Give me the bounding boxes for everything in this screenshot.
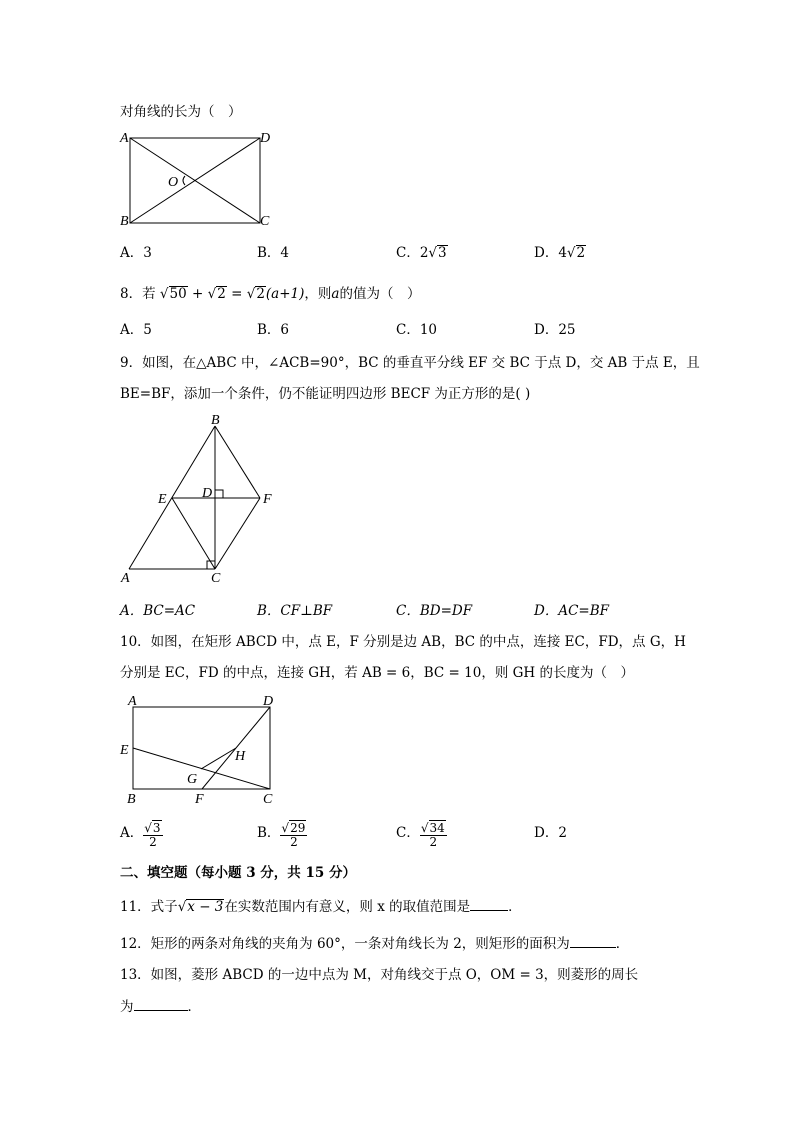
q8-equals: = [231,286,243,302]
q10-option-b-numerator: 29 [290,820,306,835]
section-2-title: 二、填空题（每小题 3 分，共 15 分） [120,865,356,881]
q10-option-a-prefix: A． [120,825,144,841]
q7-option-d[interactable] [534,245,586,261]
q10-option-a-fraction [143,820,162,848]
radical-icon: √ [144,820,152,835]
q8-radicand-2: 2 [217,286,226,302]
q10-label-g: G [187,772,198,787]
q12-stem [120,936,629,952]
q11-answer-blank[interactable] [470,910,508,911]
q8-radicand-1: 50 [169,286,187,302]
q9-label-d: D [202,486,213,501]
q11-pre: 11．式子 [120,899,178,915]
q10-stem-line2: 分别是 EC，FD 的中点，连接 GH，若 AB = 6，BC = 10，则 GH 的长度为（ ） [120,665,634,681]
q12-end: ． [615,936,630,952]
q8-radicand-3: 2 [256,286,265,302]
q7-label-a: A [120,131,129,146]
q10-option-c-prefix: C． [396,825,420,841]
q10-option-b[interactable] [257,818,307,848]
q10-label-f: F [195,792,204,807]
q7-rectangle-figure [115,128,285,228]
q9-figure [115,412,285,592]
q10-option-b-denominator: 2 [290,834,298,849]
radical-icon: √ [246,286,256,302]
q9-label-c: C [211,571,221,586]
radical-icon: √ [159,286,169,302]
q8-number: 8．若 [120,286,156,302]
q10-label-d: D [263,694,274,709]
q10-label-c: C [263,792,273,807]
q10-option-b-fraction [280,820,307,848]
q11-stem [120,899,522,915]
q13-stem-line2 [120,999,201,1015]
q8-option-d[interactable]: D．25 [534,322,576,338]
q7-stem-tail: 对角线的长为（ ） [120,104,242,120]
q13-stem-line1: 13．如图，菱形 ABCD 的一边中点为 M，对角线交于点 O，OM = 3，则菱形的周长 [120,967,639,983]
q8-option-b[interactable]: B．6 [257,322,290,338]
q10-option-d[interactable]: D．2 [534,825,567,841]
q9-label-b: B [211,413,220,428]
radical-icon: √ [566,245,576,261]
q7-option-a[interactable]: A．3 [120,245,152,261]
q10-option-c-denominator: 2 [429,834,438,849]
q10-stem-line1: 10．如图，在矩形 ABCD 中，点 E，F 分别是边 AB，BC 的中点，连接 EC，FD，点 G，H [120,634,686,650]
q12-text: 12．矩形的两条对角线的夹角为 60°，一条对角线长为 2，则矩形的面积为 [120,936,570,952]
q12-answer-blank[interactable] [570,947,616,948]
q7-option-c[interactable] [396,245,448,261]
q7-label-d: D [260,131,271,146]
q8-plus: + [191,286,204,302]
q13-end: ． [187,999,201,1015]
q7-label-c: C [260,214,270,228]
q10-option-c[interactable] [396,818,447,848]
q9-option-b[interactable]: B．CF⊥BF [257,603,333,619]
q10-option-b-prefix: B． [257,825,281,841]
q10-figure [115,690,290,810]
q9-label-f: F [263,492,272,507]
q9-label-e: E [158,492,167,507]
q8-tail: ，则 [304,286,332,302]
q7-label-o: O [168,175,179,190]
q8-tail2: 的值为（ ） [339,286,421,302]
q10-label-a: A [128,694,137,709]
q8-stem [120,286,420,302]
q7-option-d-prefix: D．4 [534,245,567,261]
q7-option-b[interactable]: B．4 [257,245,290,261]
radical-icon: √ [207,286,217,302]
q10-option-a-numerator: 3 [152,820,161,835]
q11-radicand: x − 3 [187,899,224,915]
radical-icon: √ [281,820,290,835]
q8-option-c[interactable]: C．10 [396,322,438,338]
q7-option-c-prefix: C．2 [396,245,429,261]
q9-stem-line1: 9．如图，在△ABC 中，∠ACB=90°，BC 的垂直平分线 EF 交 BC 于点 D，交 AB 于点 E，且 [120,355,700,371]
q7-option-c-radicand: 3 [438,245,447,261]
q13-line2-pre: 为 [120,999,134,1015]
q7-label-b: B [120,214,129,228]
q11-end: ． [508,899,522,915]
q10-label-b: B [127,792,136,807]
q10-option-a[interactable] [120,818,163,848]
radical-icon: √ [177,899,187,915]
radical-icon: √ [428,245,438,261]
q8-paren: (a+1) [265,286,305,302]
q7-option-d-radicand: 2 [576,245,586,261]
q10-option-c-fraction [420,820,447,848]
q13-answer-blank[interactable] [134,1010,188,1011]
q9-option-a[interactable]: A．BC=AC [120,603,196,619]
q8-option-a[interactable]: A．5 [120,322,152,338]
radical-icon: √ [420,820,429,835]
q10-option-a-denominator: 2 [149,834,157,849]
q11-post: 在实数范围内有意义，则 x 的取值范围是 [224,899,471,915]
q9-stem-line2: BE=BF，添加一个条件，仍不能证明四边形 BECF 为正方形的是( ) [120,386,531,402]
q8-var: a [331,286,340,302]
q10-option-c-numerator: 34 [429,820,445,835]
q9-option-d[interactable]: D．AC=BF [534,603,610,619]
q10-label-h: H [235,749,246,764]
q10-label-e: E [120,743,129,758]
q9-label-a: A [121,571,130,586]
q9-option-c[interactable]: C．BD=DF [396,603,473,619]
